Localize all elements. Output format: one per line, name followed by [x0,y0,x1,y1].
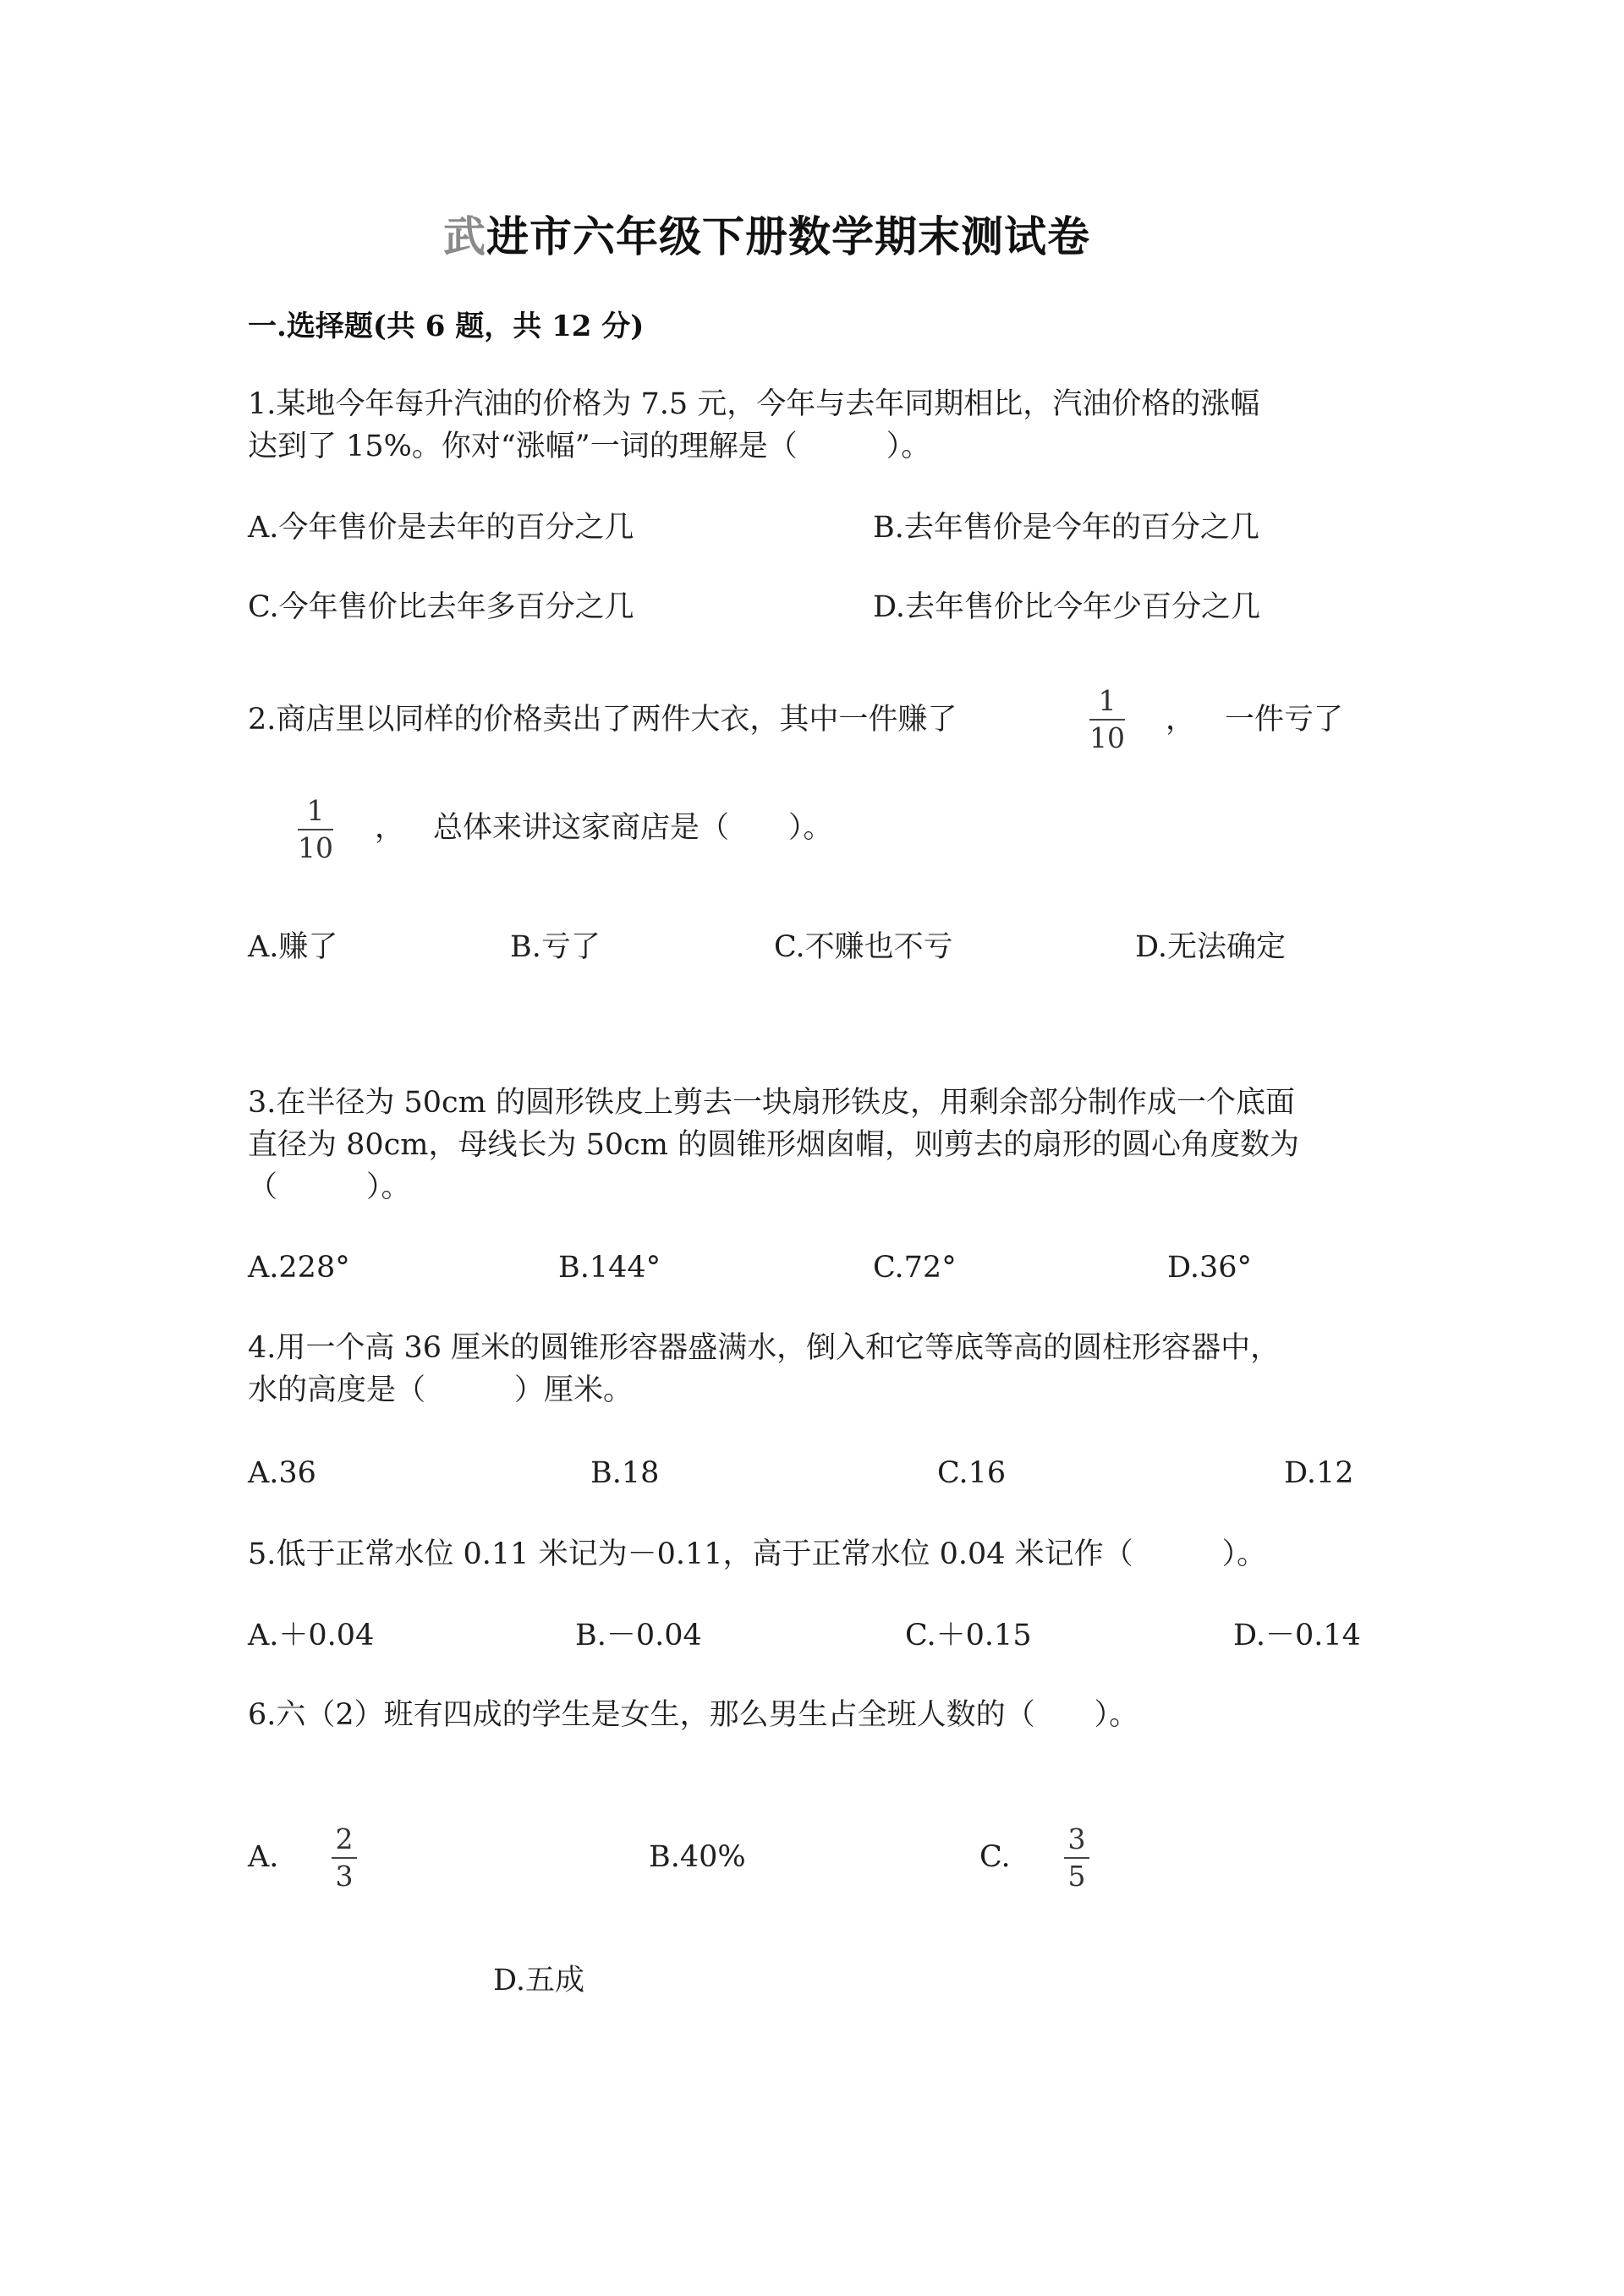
fraction-numerator: 3 [1067,1822,1086,1855]
question-6-line-1: 6.六（2）班有四成的学生是女生，那么男生占全班人数的（ ）。 [248,1698,1139,1732]
question-4-option-a[interactable]: A.36 [248,1456,316,1490]
question-5-option-c[interactable]: C.＋0.15 [905,1619,1032,1652]
question-2-option-a[interactable]: A.赚了 [248,930,338,964]
question-2-line-2: 总体来讲这家商店是（ ）。 [433,811,833,845]
question-3-option-d[interactable]: D.36° [1167,1251,1252,1285]
question-3-line-1: 3.在半径为 50cm 的圆形铁皮上剪去一块扇形铁皮，用剩余部分制作成一个底面 [248,1086,1295,1120]
page-title-rest: 进市六年级下册数学期末测试卷 [486,211,1090,261]
question-4-option-b[interactable]: B.18 [590,1456,660,1490]
fraction-denominator: 10 [298,831,333,864]
question-3-line-3: （ ）。 [248,1170,411,1204]
question-6-option-c-label[interactable]: C. [979,1840,1011,1874]
question-2-line-1-tail: 一件亏了 [1225,703,1344,737]
page-title [443,203,1090,264]
question-2-comma-1: ， [1166,703,1196,737]
question-6-option-a-fraction[interactable] [332,1823,357,1893]
fraction-numerator: 1 [306,794,325,827]
question-2-option-c[interactable]: C.不赚也不亏 [774,930,953,964]
page-title-first-char: 武 [443,211,486,261]
question-5-line-1: 5.低于正常水位 0.11 米记为－0.11，高于正常水位 0.04 米记作（ ）。 [248,1537,1267,1571]
fraction-numerator: 1 [1098,684,1116,717]
fraction-bar [332,1857,357,1859]
question-2-line-1: 2.商店里以同样的价格卖出了两件大衣，其中一件赚了 [248,703,957,737]
question-1-line-1: 1.某地今年每升汽油的价格为 7.5 元，今年与去年同期相比，汽油价格的涨幅 [248,387,1260,421]
question-5-option-b[interactable]: B.－0.04 [575,1619,702,1652]
question-1-option-a[interactable]: A.今年售价是去年的百分之几 [248,511,634,545]
question-3-option-b[interactable]: B.144° [558,1251,661,1285]
section-heading: 一.选择题(共 6 题，共 12 分) [248,310,645,343]
fraction-bar [1089,719,1125,721]
question-6-option-c-fraction[interactable] [1064,1823,1089,1893]
question-4-line-1: 4.用一个高 36 厘米的圆锥形容器盛满水，倒入和它等底等高的圆柱形容器中， [248,1331,1281,1365]
question-3-option-a[interactable]: A.228° [248,1251,350,1285]
question-2-fraction-2 [298,795,333,864]
question-5-option-d[interactable]: D.－0.14 [1233,1619,1361,1652]
fraction-denominator: 5 [1067,1860,1086,1893]
fraction-bar [1064,1857,1089,1859]
fraction-denominator: 3 [335,1860,354,1893]
question-4-line-2: 水的高度是（ ）厘米。 [248,1373,634,1407]
question-5-option-a[interactable]: A.＋0.04 [248,1619,375,1652]
question-3-option-c[interactable]: C.72° [873,1251,957,1285]
question-3-line-2: 直径为 80cm，母线长为 50cm 的圆锥形烟囱帽，则剪去的扇形的圆心角度数为 [248,1128,1300,1162]
question-6-option-d[interactable]: D.五成 [493,1964,584,1997]
question-4-option-d[interactable]: D.12 [1284,1456,1354,1490]
question-2-option-b[interactable]: B.亏了 [510,930,601,964]
fraction-numerator: 2 [335,1822,354,1855]
question-2-fraction-1 [1089,685,1125,754]
question-6-option-a-label[interactable]: A. [248,1840,279,1874]
fraction-bar [298,829,333,830]
fraction-denominator: 10 [1089,721,1125,754]
question-1-line-2: 达到了 15%。你对“涨幅”一词的理解是（ ）。 [248,430,931,463]
question-2-comma-2: ， [375,811,405,845]
question-4-option-c[interactable]: C.16 [937,1456,1007,1490]
question-1-option-b[interactable]: B.去年售价是今年的百分之几 [873,511,1259,545]
question-6-option-b[interactable]: B.40% [649,1840,746,1874]
question-2-option-d[interactable]: D.无法确定 [1135,930,1286,964]
question-1-option-d[interactable]: D.去年售价比今年少百分之几 [873,590,1260,624]
question-1-option-c[interactable]: C.今年售价比去年多百分之几 [248,590,634,624]
